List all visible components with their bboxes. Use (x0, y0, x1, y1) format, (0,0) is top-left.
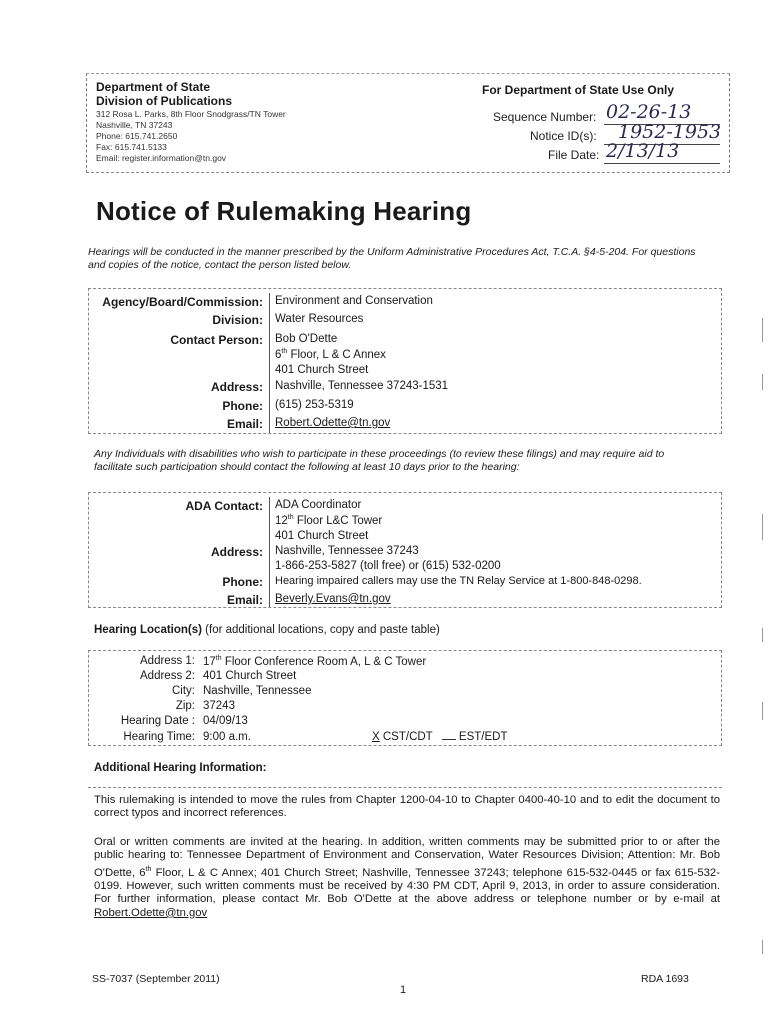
ada-address-label: Address: (210, 545, 263, 559)
hearing-location-heading: Hearing Location(s) (for additional locations, copy and paste table) (94, 624, 440, 636)
margin-mark (762, 628, 763, 642)
use-only-title: For Department of State Use Only (482, 83, 675, 97)
location-city-label: City: (172, 685, 195, 697)
hearing-date-label: Hearing Date : (120, 715, 195, 727)
file-date-underline (604, 163, 720, 164)
address-label: Address: (210, 380, 263, 394)
contact-person-value: Bob O'Dette (275, 333, 338, 345)
hearing-time-label: Hearing Time: (123, 731, 195, 743)
address-line: 312 Rosa L. Parks, 8th Floor Snodgrass/TN Tower (96, 109, 286, 119)
hearing-time-value: 9:00 a.m. (203, 731, 251, 743)
margin-mark (762, 374, 763, 390)
est-checkbox-blank[interactable] (442, 739, 456, 740)
margin-mark (762, 940, 763, 954)
sequence-label: Sequence Number: (493, 110, 597, 124)
file-date-label: File Date: (548, 148, 600, 162)
margin-mark (762, 318, 763, 342)
notice-id-label: Notice ID(s): (530, 129, 597, 143)
contact-address-line-2: 401 Church Street (275, 364, 369, 376)
margin-mark (762, 514, 763, 540)
ada-table (88, 492, 722, 608)
division-label: Division: (212, 313, 263, 327)
timezone-selector (372, 731, 507, 743)
email-link[interactable]: Robert.Odette@tn.gov (275, 417, 391, 429)
notice-id-value: 1952-1953 (618, 121, 722, 143)
additional-email-link[interactable]: Robert.Odette@tn.gov (94, 906, 208, 919)
ada-phone-label: Phone: (222, 575, 263, 589)
intro-text: Hearings will be conducted in the manner prescribed by the Uniform Administrative Procedures Act, T.C.A. §4-5-204. For questions and copies of the notice, contact the person listed below. (88, 246, 696, 271)
address-value: Nashville, Tennessee 37243-1531 (275, 380, 449, 392)
cst-checkbox-mark[interactable]: X (372, 731, 380, 743)
ada-address-line-1: 12th Floor L&C Tower (275, 514, 383, 527)
address-line: Nashville, TN 37243 (96, 120, 173, 130)
department-address (96, 109, 286, 164)
page-number: 1 (400, 984, 407, 996)
additional-info-para-1: This rulemaking is intended to move the rules from Chapter 1200-04-10 to Chapter 0400-40-10 and to edit the document to correct typos and incorrect references. (94, 794, 720, 820)
ada-phone-numbers: 1-866-253-5827 (toll free) or (615) 532-0200 (275, 560, 501, 572)
ada-email-link[interactable]: Beverly.Evans@tn.gov (275, 593, 391, 605)
location-zip-value: 37243 (203, 700, 235, 712)
ada-divider (269, 497, 270, 607)
ada-address-line-2: 401 Church Street (275, 530, 369, 542)
est-label: EST/EDT (458, 731, 508, 743)
address-line: Phone: 615.741.2650 (96, 131, 178, 141)
phone-value: (615) 253-5319 (275, 399, 354, 411)
agency-divider (269, 293, 270, 433)
agency-table (88, 288, 722, 434)
ada-contact-label: ADA Contact: (185, 499, 263, 513)
hearing-date-value: 04/09/13 (203, 715, 248, 727)
ada-phone-value: Hearing impaired callers may use the TN Relay Service at 1-800-848-0298. (275, 575, 642, 587)
cst-label: CST/CDT (382, 731, 433, 743)
email-label: Email: (226, 417, 263, 431)
additional-info-para-2: Oral or written comments are invited at the hearing. In addition, written comments may be submitted prior to or after the public hearing to: Tennessee Department of Environment and Conservation, Water Resources Division; Attention: Mr. Bob O'Dette, 6th Floor, L & C Annex; 401 Church Street; Nashville, Tennessee 37243; telephone 615-532-0445 or fax 615-532-0199. However, such written comments must be received by 4:30 PM CDT, April 9, 2013, in order to assure consideration. For further information, please contact Mr. Bob O'Dette at the above address or telephone number or by e-mail at Robert.Odette@tn.gov (94, 836, 720, 919)
department-heading (96, 80, 232, 108)
ada-address-value: Nashville, Tennessee 37243 (275, 545, 419, 557)
location-zip-label: Zip: (175, 700, 195, 712)
location-address1-label: Address 1: (140, 655, 195, 667)
location-address2-value: 401 Church Street (203, 670, 297, 682)
sequence-value: 02-26-13 (606, 101, 692, 123)
agency-label: Agency/Board/Commission: (102, 295, 263, 309)
additional-info-heading: Additional Hearing Information: (94, 762, 267, 774)
form-id: SS-7037 (September 2011) (92, 973, 220, 985)
page-title: Notice of Rulemaking Hearing (96, 196, 472, 226)
address-line: Email: register.information@tn.gov (96, 153, 227, 163)
division-name: Division of Publications (96, 94, 233, 108)
agency-value: Environment and Conservation (275, 295, 433, 307)
phone-label: Phone: (222, 399, 263, 413)
location-address1-value: 17th Floor Conference Room A, L & C Tower (203, 655, 427, 668)
address-line: Fax: 615.741.5133 (96, 142, 167, 152)
margin-mark (762, 702, 763, 720)
location-address2-label: Address 2: (140, 670, 195, 682)
ada-intro-text: Any Individuals with disabilities who wish to participate in these proceedings (to review these filings) and may require aid to facilitate such participation should contact the following at least 10 days prior to the hearing: (94, 448, 665, 473)
file-date-value: 2/13/13 (606, 140, 680, 162)
hearing-location-table (88, 650, 722, 746)
contact-person-label: Contact Person: (170, 333, 263, 347)
rda-number: RDA 1693 (641, 973, 689, 985)
ada-contact-value: ADA Coordinator (275, 499, 362, 511)
additional-info-box (88, 787, 722, 927)
dept-name: Department of State (96, 80, 211, 94)
division-value: Water Resources (275, 313, 364, 325)
ada-email-label: Email: (226, 593, 263, 607)
contact-address-line-1: 6th Floor, L & C Annex (275, 348, 386, 361)
location-city-value: Nashville, Tennessee (203, 685, 312, 697)
